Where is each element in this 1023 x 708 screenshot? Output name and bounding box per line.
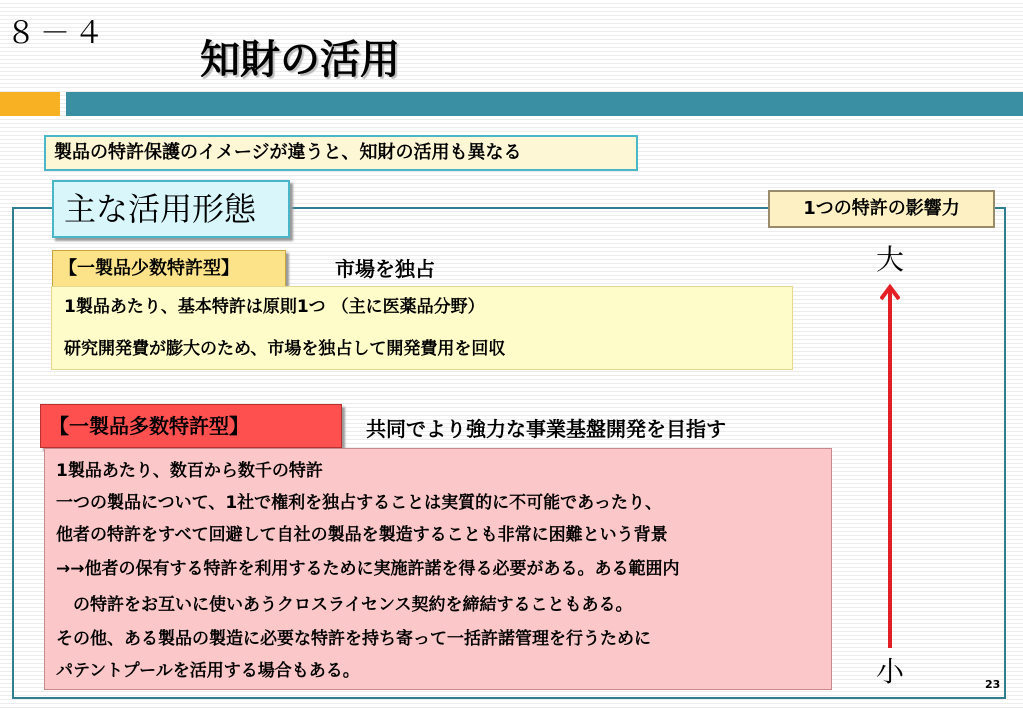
type2-label: 【一製品多数特許型】 — [40, 404, 342, 448]
subtitle-box: 製品の特許保護のイメージが違うと、知財の活用も異なる — [44, 135, 638, 171]
slide-number-label: ８－４ — [6, 16, 108, 51]
type2-line: の特許をお互いに使いあうクロスライセンス契約を締結することもある。 — [56, 595, 633, 615]
page-number: 23 — [985, 678, 1001, 691]
impact-high-label: 大 — [876, 243, 905, 276]
type2-line: →→他者の保有する特許を利用するために実施許諾を得る必要がある。ある範囲内 — [56, 559, 680, 579]
impact-scale-label: 1つの特許の影響力 — [768, 190, 995, 228]
impact-low-label: 小 — [876, 655, 905, 688]
slide-title: 知財の活用 — [200, 37, 400, 83]
type2-line: パテントプールを活用する場合もある。 — [56, 661, 360, 681]
type2-tagline: 共同でより強力な事業基盤開発を目指す — [366, 417, 726, 441]
type1-tagline: 市場を独占 — [335, 257, 435, 281]
type2-line: 一つの製品について、1社で権利を独占することは実質的に不可能であったり、 — [56, 493, 662, 513]
upward-arrow-icon — [880, 284, 900, 648]
type1-line: 研究開発費が膨大のため、市場を独占して開発費用を回収 — [64, 339, 506, 359]
header-accent-bar-teal — [66, 92, 1023, 116]
header-accent-bar-orange — [0, 92, 60, 116]
type1-label: 【一製品少数特許型】 — [52, 250, 286, 288]
type2-line: 1製品あたり、数百から数千の特許 — [56, 461, 323, 481]
type1-line: 1製品あたり、基本特許は原則1つ （主に医薬品分野） — [64, 297, 485, 317]
section-heading: 主な活用形態 — [52, 180, 290, 238]
type2-line: 他者の特許をすべて回避して自社の製品を製造することも非常に困難という背景 — [56, 525, 668, 545]
type2-line: その他、ある製品の製造に必要な特許を持ち寄って一括許諾管理を行うために — [56, 629, 651, 649]
